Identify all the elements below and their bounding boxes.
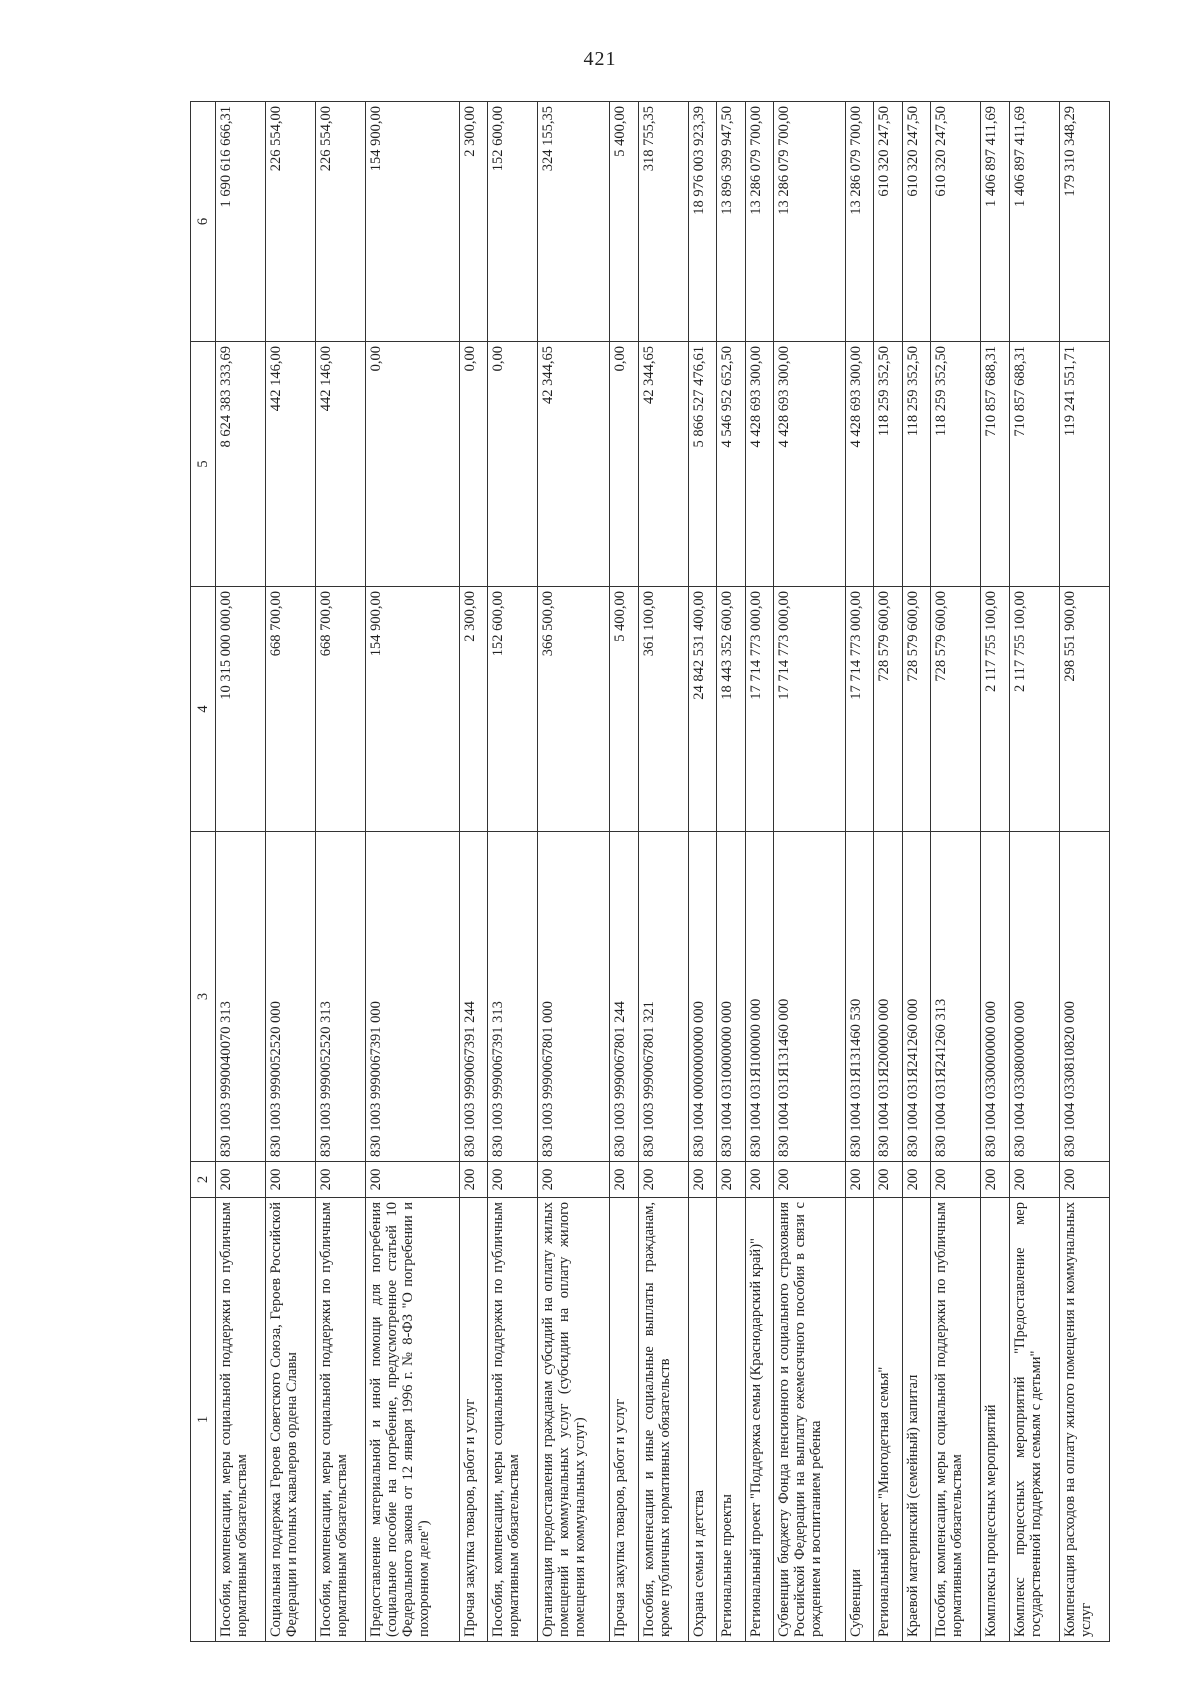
row-indicator-cell: 200 [488,1162,538,1198]
table-row [981,102,1009,1642]
row-code-cell: 830 1003 9990052520 313 [316,832,366,1162]
table-row [459,102,487,1642]
row-code-cell: 830 1003 9990067391 313 [488,832,538,1162]
row-indicator-cell: 200 [610,1162,638,1198]
row-approved-cell: 24 842 531 400,00 [688,587,716,832]
row-indicator-cell: 200 [745,1162,773,1198]
row-indicator-cell: 200 [874,1162,902,1198]
row-name-cell: Субвенции бюджету Фонда пенсионного и социального страхования Российской Федерации на выплату ежемесячного пособия в связи с рождением и воспитанием ребенка [773,1198,845,1642]
row-name-cell: Прочая закупка товаров, работ и услуг [610,1198,638,1642]
row-code-cell: 830 1004 031Я200000 000 [874,832,902,1162]
row-executed-cell: 0,00 [610,342,638,587]
row-remaining-cell: 13 286 079 700,00 [745,102,773,342]
row-indicator-cell: 200 [459,1162,487,1198]
row-name-cell: Предоставление материальной и иной помощи для погребения (социальное пособие на погребение, предусмотренное статьей 10 Федерального закона от 12 января 1996 г. № 8-ФЗ "О погребении и похоронном деле") [366,1198,459,1642]
table-row [366,102,459,1642]
row-remaining-cell: 1 690 616 666,31 [216,102,266,342]
budget-table [190,101,1110,1642]
row-indicator-cell: 200 [1059,1162,1109,1198]
row-name-cell: Краевой материнский (семейный) капитал [902,1198,930,1642]
table-row [902,102,930,1642]
row-approved-cell: 154 900,00 [366,587,459,832]
table-row [488,102,538,1642]
row-executed-cell: 442 146,00 [316,342,366,587]
row-remaining-cell: 13 896 399 947,50 [717,102,745,342]
row-approved-cell: 668 700,00 [316,587,366,832]
table-row [688,102,716,1642]
row-remaining-cell: 610 320 247,50 [931,102,981,342]
row-name-cell: Пособия, компенсации, меры социальной поддержки по публичным нормативным обязательствам [488,1198,538,1642]
row-remaining-cell: 154 900,00 [366,102,459,342]
row-executed-cell: 710 857 688,31 [981,342,1009,587]
row-indicator-cell: 200 [981,1162,1009,1198]
column-header: 5 [191,342,216,587]
row-code-cell: 830 1003 9990067391 000 [366,832,459,1162]
row-executed-cell: 0,00 [459,342,487,587]
column-header: 2 [191,1162,216,1198]
row-code-cell: 830 1004 0330810820 000 [1059,832,1109,1162]
row-approved-cell: 728 579 600,00 [902,587,930,832]
row-executed-cell: 442 146,00 [266,342,316,587]
row-code-cell: 830 1004 031Я100000 000 [745,832,773,1162]
table-row [845,102,873,1642]
column-header: 6 [191,102,216,342]
row-indicator-cell: 200 [931,1162,981,1198]
row-remaining-cell: 179 310 348,29 [1059,102,1109,342]
row-remaining-cell: 13 286 079 700,00 [845,102,873,342]
row-approved-cell: 2 117 755 100,00 [981,587,1009,832]
row-remaining-cell: 1 406 897 411,69 [981,102,1009,342]
row-approved-cell: 2 117 755 100,00 [1009,587,1059,832]
row-remaining-cell: 324 155,35 [538,102,610,342]
row-code-cell: 830 1004 0310000000 000 [717,832,745,1162]
row-executed-cell: 5 866 527 476,61 [688,342,716,587]
row-indicator-cell: 200 [902,1162,930,1198]
row-approved-cell: 366 500,00 [538,587,610,832]
column-header: 4 [191,587,216,832]
table-row [874,102,902,1642]
row-name-cell: Региональный проект "Поддержка семьи (Краснодарский край)" [745,1198,773,1642]
table-row [316,102,366,1642]
row-executed-cell: 0,00 [488,342,538,587]
row-approved-cell: 361 100,00 [638,587,688,832]
row-code-cell: 830 1004 0000000000 000 [688,832,716,1162]
row-remaining-cell: 2 300,00 [459,102,487,342]
row-executed-cell: 119 241 551,71 [1059,342,1109,587]
row-code-cell: 830 1004 0330000000 000 [981,832,1009,1162]
row-indicator-cell: 200 [688,1162,716,1198]
row-name-cell: Пособия, компенсации, меры социальной поддержки по публичным нормативным обязательствам [316,1198,366,1642]
row-approved-cell: 17 714 773 000,00 [745,587,773,832]
row-approved-cell: 668 700,00 [266,587,316,832]
row-executed-cell: 8 624 383 333,69 [216,342,266,587]
row-indicator-cell: 200 [773,1162,845,1198]
row-name-cell: Компенсация расходов на оплату жилого помещения и коммунальных услуг [1059,1198,1109,1642]
column-header: 1 [191,1198,216,1642]
row-code-cell: 830 1004 0330800000 000 [1009,832,1059,1162]
row-indicator-cell: 200 [845,1162,873,1198]
row-remaining-cell: 5 400,00 [610,102,638,342]
row-name-cell: Прочая закупка товаров, работ и услуг [459,1198,487,1642]
table-row [610,102,638,1642]
row-code-cell: 830 1004 031Я131460 000 [773,832,845,1162]
row-executed-cell: 4 546 952 652,50 [717,342,745,587]
row-indicator-cell: 200 [1009,1162,1059,1198]
row-executed-cell: 710 857 688,31 [1009,342,1059,587]
row-approved-cell: 298 551 900,00 [1059,587,1109,832]
row-approved-cell: 152 600,00 [488,587,538,832]
table-row [1059,102,1109,1642]
table-row [266,102,316,1642]
row-approved-cell: 10 315 000 000,00 [216,587,266,832]
header-row [191,102,216,1642]
row-indicator-cell: 200 [216,1162,266,1198]
table-row [745,102,773,1642]
row-approved-cell: 18 443 352 600,00 [717,587,745,832]
row-code-cell: 830 1003 9990040070 313 [216,832,266,1162]
row-code-cell: 830 1004 031Я241260 313 [931,832,981,1162]
row-name-cell: Пособия, компенсации, меры социальной поддержки по публичным нормативным обязательствам [216,1198,266,1642]
row-name-cell: Организация предоставления гражданам субсидий на оплату жилых помещений и коммунальных услуг (субсидии на оплату жилого помещения и коммунальных услуг) [538,1198,610,1642]
table-row [216,102,266,1642]
row-executed-cell: 0,00 [366,342,459,587]
row-approved-cell: 728 579 600,00 [874,587,902,832]
row-executed-cell: 42 344,65 [638,342,688,587]
row-code-cell: 830 1004 031Я241260 000 [902,832,930,1162]
table-row [638,102,688,1642]
row-remaining-cell: 1 406 897 411,69 [1009,102,1059,342]
table-row [538,102,610,1642]
row-executed-cell: 4 428 693 300,00 [773,342,845,587]
rotated-table-wrapper [190,102,1110,1642]
table-row [931,102,981,1642]
row-remaining-cell: 152 600,00 [488,102,538,342]
row-code-cell: 830 1003 9990067801 244 [610,832,638,1162]
row-name-cell: Комплексы процессных мероприятий [981,1198,1009,1642]
row-approved-cell: 5 400,00 [610,587,638,832]
row-remaining-cell: 610 320 247,50 [874,102,902,342]
row-name-cell: Региональные проекты [717,1198,745,1642]
row-indicator-cell: 200 [316,1162,366,1198]
table-row [773,102,845,1642]
row-executed-cell: 118 259 352,50 [931,342,981,587]
row-approved-cell: 728 579 600,00 [931,587,981,832]
row-remaining-cell: 18 976 003 923,39 [688,102,716,342]
row-remaining-cell: 226 554,00 [266,102,316,342]
row-indicator-cell: 200 [366,1162,459,1198]
row-executed-cell: 4 428 693 300,00 [845,342,873,587]
page-number: 421 [583,48,617,70]
row-code-cell: 830 1003 9990067391 244 [459,832,487,1162]
row-name-cell: Комплекс процессных мероприятий "Предоставление мер государственной поддержки семьям с детьми" [1009,1198,1059,1642]
row-executed-cell: 118 259 352,50 [874,342,902,587]
row-indicator-cell: 200 [266,1162,316,1198]
row-code-cell: 830 1003 9990067801 321 [638,832,688,1162]
row-name-cell: Пособия, компенсации и иные социальные выплаты гражданам, кроме публичных нормативных обязательств [638,1198,688,1642]
row-remaining-cell: 13 286 079 700,00 [773,102,845,342]
row-executed-cell: 4 428 693 300,00 [745,342,773,587]
row-indicator-cell: 200 [638,1162,688,1198]
table-row [1009,102,1059,1642]
row-code-cell: 830 1004 031Я131460 530 [845,832,873,1162]
table-row [717,102,745,1642]
row-name-cell: Субвенции [845,1198,873,1642]
row-indicator-cell: 200 [717,1162,745,1198]
row-executed-cell: 118 259 352,50 [902,342,930,587]
row-executed-cell: 42 344,65 [538,342,610,587]
row-name-cell: Социальная поддержка Героев Советского Союза, Героев Российской Федерации и полных кавалеров ордена Славы [266,1198,316,1642]
row-remaining-cell: 610 320 247,50 [902,102,930,342]
row-code-cell: 830 1003 9990052520 000 [266,832,316,1162]
row-name-cell: Пособия, компенсации, меры социальной поддержки по публичным нормативным обязательствам [931,1198,981,1642]
row-name-cell: Региональный проект "Многодетная семья" [874,1198,902,1642]
row-remaining-cell: 318 755,35 [638,102,688,342]
row-code-cell: 830 1003 9990067801 000 [538,832,610,1162]
column-header: 3 [191,832,216,1162]
row-approved-cell: 17 714 773 000,00 [773,587,845,832]
row-indicator-cell: 200 [538,1162,610,1198]
row-remaining-cell: 226 554,00 [316,102,366,342]
row-name-cell: Охрана семьи и детства [688,1198,716,1642]
row-approved-cell: 2 300,00 [459,587,487,832]
row-approved-cell: 17 714 773 000,00 [845,587,873,832]
